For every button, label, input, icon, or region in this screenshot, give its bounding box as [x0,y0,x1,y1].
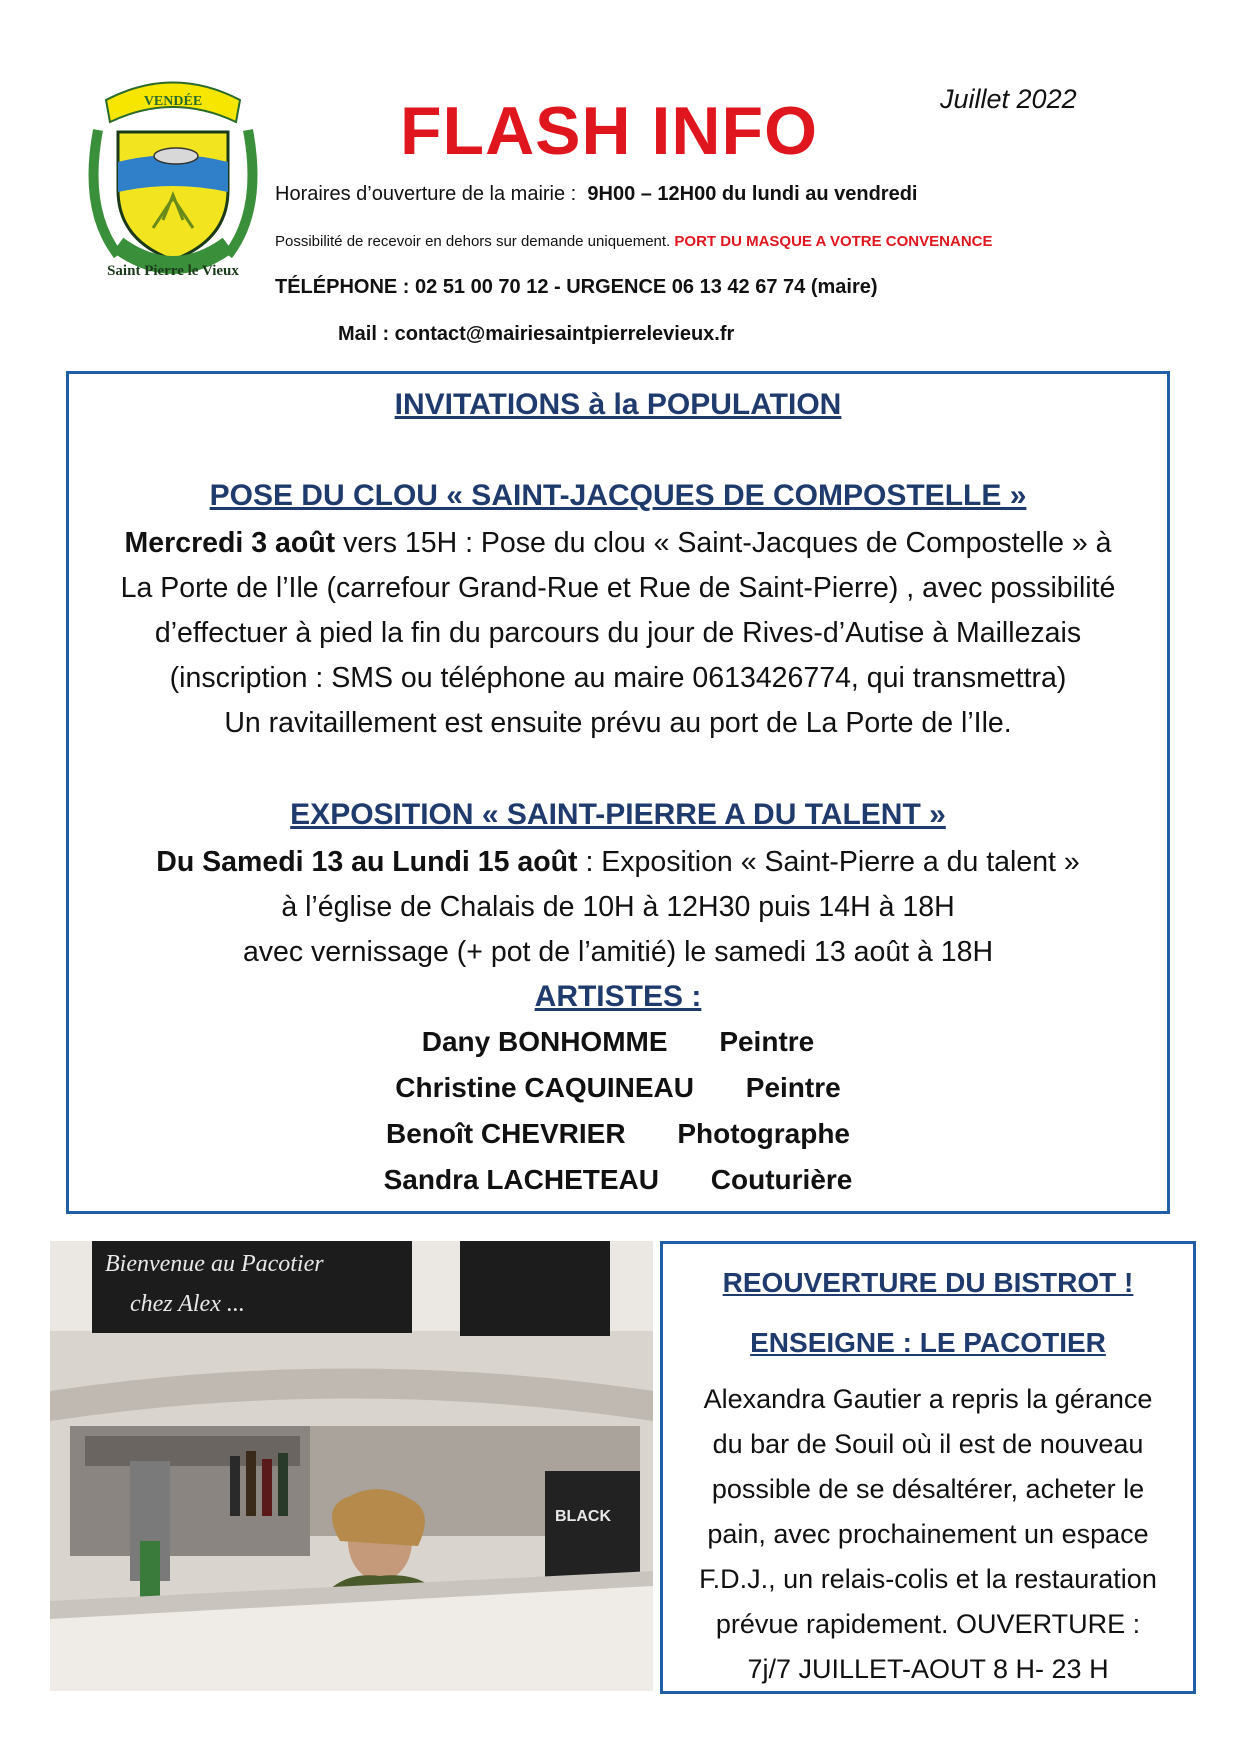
reception-possibility: Possibilité de recevoir en dehors sur demande uniquement. [275,233,671,250]
logo-bottom-text: Saint Pierre le Vieux [107,263,239,279]
expo-line-2: à l’église de Chalais de 10H à 12H30 puis 14H à 18H [281,891,955,923]
clou-line-1-text: vers 15H : Pose du clou « Saint-Jacques de Compostelle » à [335,527,1112,559]
chalkboard-line-2: chez Alex ... [130,1291,245,1317]
artist-role: Couturière [710,1164,853,1195]
bistrot-text-line: possible de se désaltérer, acheter le [711,1474,1145,1504]
bistrot-text [663,1377,1193,1692]
bistrot-photo-image [50,1241,653,1691]
expo-heading: EXPOSITION « SAINT-PIERRE A DU TALENT » [290,798,946,831]
opening-hours-value: 9H00 – 12H00 du lundi au vendredi [587,183,918,205]
expo-line-1-text: : Exposition « Saint-Pierre a du talent » [577,846,1080,878]
clou-line-3: d’effectuer à pied la fin du parcours du jour de Rives-d’Autise à Maillezais [154,617,1082,649]
artist-role: Photographe [677,1118,851,1149]
coat-of-arms-icon [78,70,268,280]
clou-heading: POSE DU CLOU « SAINT-JACQUES DE COMPOSTELLE » [209,479,1027,512]
artist-name: Sandra LACHETEAU [383,1164,659,1195]
clou-line-2: La Porte de l’Ile (carrefour Grand-Rue et Rue de Saint-Pierre) , avec possibilité [120,572,1116,604]
artist-row [69,1164,1167,1196]
sign-text: BLACK [555,1508,611,1525]
phone-line: TÉLÉPHONE : 02 51 00 70 12 - URGENCE 06 13 42 67 74 (maire) [275,276,878,298]
bistrot-text-line: Alexandra Gautier a repris la gérance [703,1384,1153,1414]
expo-line-1 [69,846,1167,879]
artist-role: Peintre [745,1072,841,1103]
artist-name: Dany BONHOMME [421,1026,668,1057]
bistrot-photo [50,1241,653,1691]
artist-role: Peintre [719,1026,815,1057]
clou-line-5: Un ravitaillement est ensuite prévu au port de La Porte de l’Ile. [224,707,1012,739]
invitations-heading: INVITATIONS à la POPULATION [394,388,842,421]
bistrot-heading: REOUVERTURE DU BISTROT ! [722,1267,1134,1298]
bistrot-text-line: F.D.J., un relais-colis et la restauration [699,1564,1157,1594]
bistrot-text-line: prévue rapidement. OUVERTURE : [715,1609,1141,1639]
bistrot-text-line: pain, avec prochainement un espace [707,1519,1149,1549]
expo-date: Du Samedi 13 au Lundi 15 août [156,846,578,878]
mail-line: Mail : contact@mairiesaintpierrelevieux.fr [338,323,735,345]
bistrot-text-line: 7j/7 JUILLET-AOUT 8 H- 23 H [747,1654,1109,1684]
reception-note [275,233,992,250]
invitations-box [66,371,1170,1214]
bistrot-sign-heading: ENSEIGNE : LE PACOTIER [750,1327,1106,1358]
coat-of-arms-logo [78,70,268,280]
artist-name: Benoît CHEVRIER [385,1118,626,1149]
mask-notice: PORT DU MASQUE A VOTRE CONVENANCE [674,233,993,250]
artist-row [69,1072,1167,1104]
page-title: FLASH INFO [400,93,818,169]
clou-line-1 [69,527,1167,560]
bistrot-text-line: du bar de Souil où il est de nouveau [712,1429,1144,1459]
clou-line-4: (inscription : SMS ou téléphone au maire 0613426774, qui transmettra) [169,662,1067,694]
opening-hours-label: Horaires d’ouverture de la mairie : [275,183,577,205]
clou-date: Mercredi 3 août [124,527,336,559]
artist-row [69,1118,1167,1150]
artists-heading: ARTISTES : [534,980,702,1013]
issue-date: Juillet 2022 [940,84,1077,114]
expo-line-3: avec vernissage (+ pot de l’amitié) le samedi 13 août à 18H [242,936,994,968]
artist-name: Christine CAQUINEAU [395,1072,694,1103]
logo-top-text: VENDÉE [143,94,203,109]
chalkboard-line-1: Bienvenue au Pacotier [105,1251,324,1277]
bistrot-box [660,1241,1196,1694]
opening-hours [275,183,917,206]
artist-row [69,1026,1167,1058]
